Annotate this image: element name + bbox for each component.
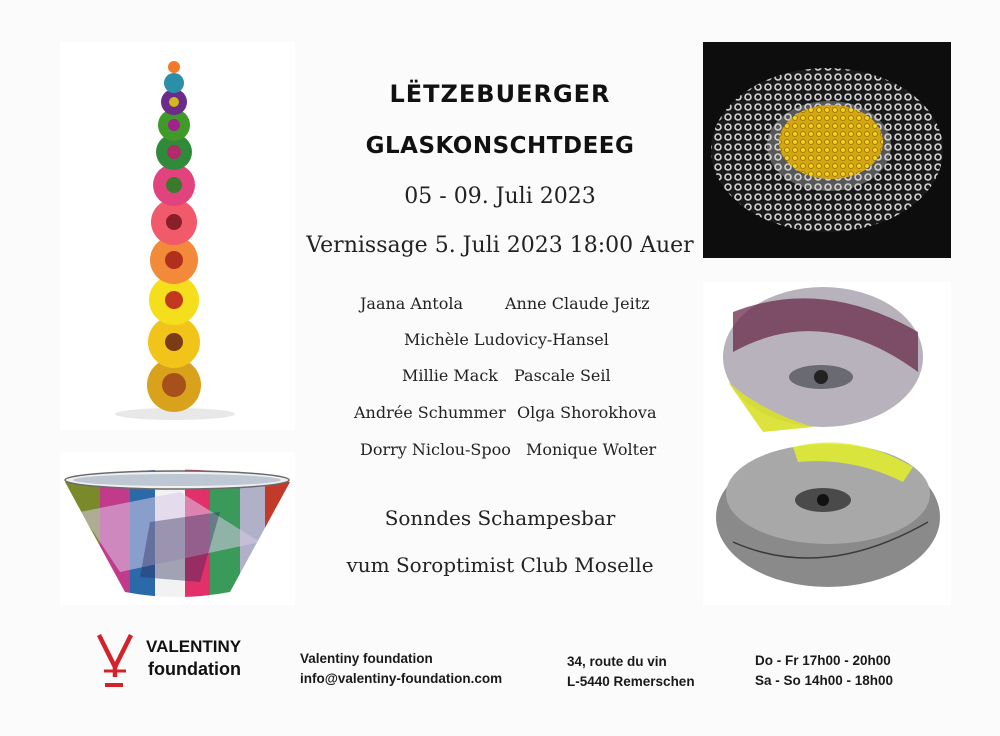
valentiny-logo — [96, 633, 256, 693]
artist-name: Anne Claude Jeitz — [505, 294, 650, 313]
artist-name: Monique Wolter — [526, 440, 657, 459]
logo-text-foundation: foundation — [148, 659, 241, 679]
artist-name: Millie Mack — [402, 366, 498, 385]
artist-name: Olga Shorokhova — [517, 403, 657, 422]
footer-hours-weekday: Do - Fr 17h00 - 20h00 — [755, 653, 891, 668]
artist-name: Dorry Niclou-Spoo — [360, 440, 511, 459]
photo-patchwork-glass-bowl — [60, 452, 295, 605]
title-line-1: LËTZEBUERGER — [389, 80, 611, 108]
title-line-2: GLASKONSCHTDEEG — [365, 133, 635, 159]
footer-address-line-2: L-5440 Remerschen — [567, 674, 695, 689]
logo-text-valentiny: VALENTINY — [146, 637, 242, 656]
artist-name: Pascale Seil — [514, 366, 611, 385]
artist-name: Andrée Schummer — [354, 403, 506, 422]
valentiny-v-icon — [96, 633, 136, 689]
photo-glass-sphere-stack — [60, 42, 295, 430]
footer-hours-weekend: Sa - So 14h00 - 18h00 — [755, 673, 894, 688]
photo-lace-glass-dish — [703, 42, 951, 258]
vernissage-line: Vernissage 5. Juli 2023 18:00 Auer — [306, 233, 694, 258]
artist-name: Michèle Ludovicy-Hansel — [404, 330, 609, 349]
footer-org: Valentiny foundation — [300, 651, 433, 666]
artist-name: Jaana Antola — [360, 294, 463, 313]
exhibition-dates: 05 - 09. Juli 2023 — [404, 184, 596, 209]
bar-line-1: Sonndes Schampesbar — [384, 506, 616, 530]
photo-eye-glass-bowls — [703, 282, 951, 605]
bar-line-2: vum Soroptimist Club Moselle — [346, 553, 654, 577]
footer-address-line-1: 34, route du vin — [567, 654, 667, 669]
footer-email[interactable]: info@valentiny-foundation.com — [300, 671, 503, 686]
